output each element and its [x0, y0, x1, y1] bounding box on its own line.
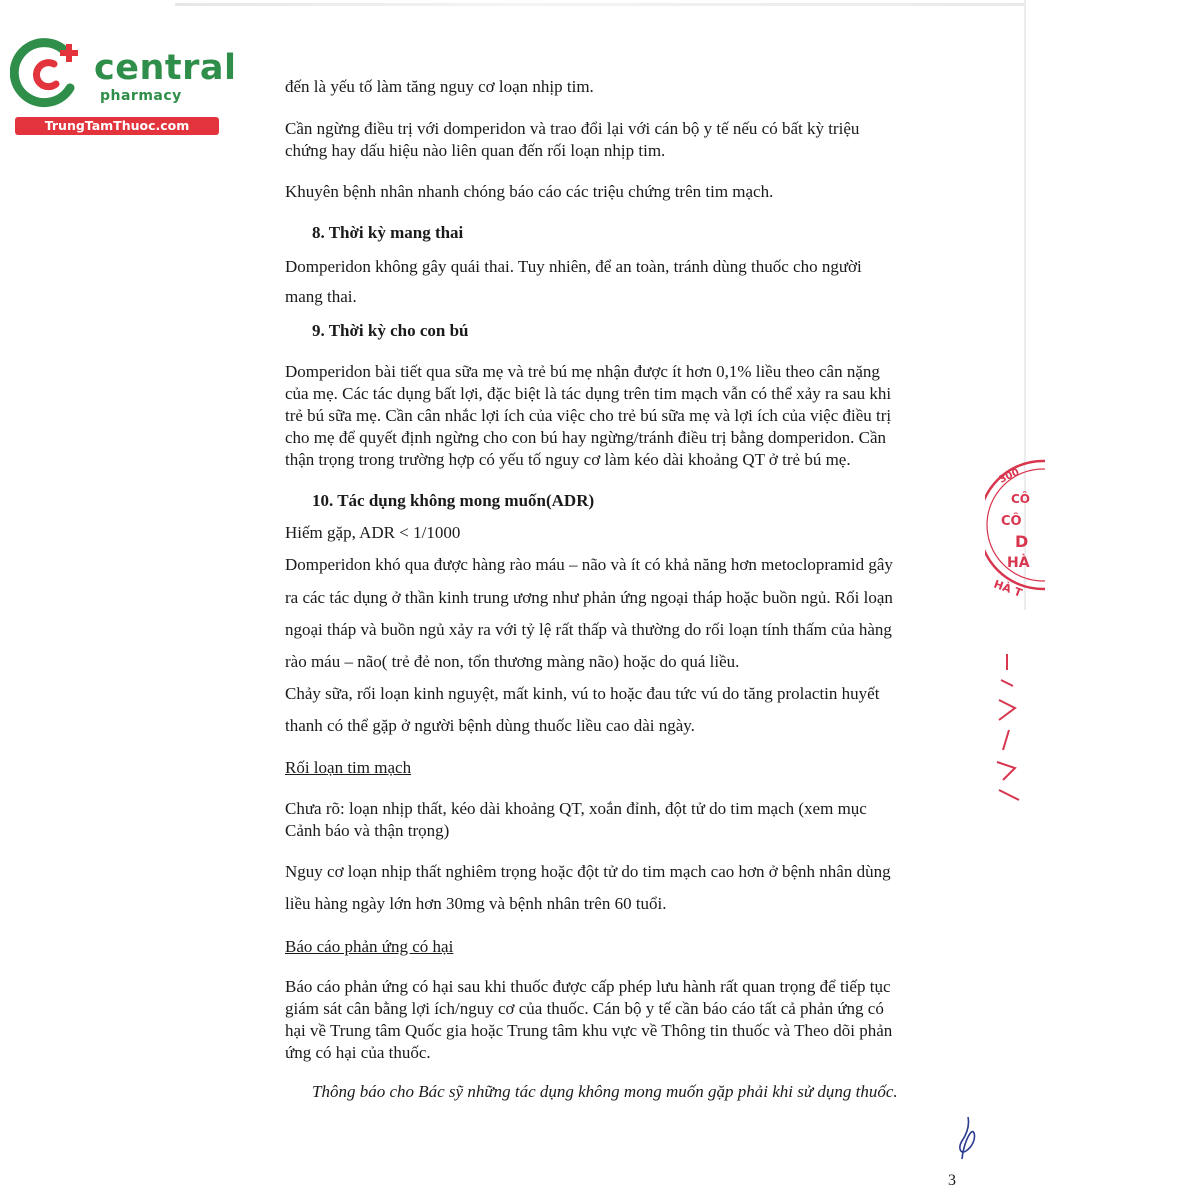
subsection-heading-cardiac: Rối loạn tim mạch	[285, 758, 412, 777]
signature-icon	[950, 1115, 984, 1163]
central-pharmacy-logo[interactable]	[10, 38, 237, 138]
svg-text:CÔ: CÔ	[1001, 514, 1022, 529]
stamp-mark-icon	[985, 650, 1025, 805]
text-line: Domperidon bài tiết qua sữa mẹ và trẻ bú mẹ nhận được ít hơn 0,1% liều theo cân nặng	[285, 362, 880, 381]
official-stamp	[985, 455, 1045, 615]
closing-note: Thông báo cho Bác sỹ những tác dụng không mong muốn gặp phải khi sử dụng thuốc.	[312, 1082, 898, 1101]
logo-subtitle: pharmacy	[100, 88, 182, 104]
text-line: Nguy cơ loạn nhịp thất nghiêm trọng hoặc đột tử do tim mạch cao hơn ở bệnh nhân dùng	[285, 862, 891, 881]
text-line: Báo cáo phản ứng có hại sau khi thuốc được cấp phép lưu hành rất quan trọng để tiếp tục	[285, 977, 891, 996]
logo-website-link[interactable]: TrungTamThuoc.com	[15, 117, 219, 135]
page-number: 3	[948, 1172, 956, 1189]
text-line: hại về Trung tâm Quốc gia hoặc Trung tâm khu vực về Thông tin thuốc và Theo dõi phản	[285, 1021, 893, 1040]
text-line: liều hàng ngày lớn hơn 30mg và bệnh nhân trên 60 tuổi.	[285, 894, 667, 913]
section-heading-8: 8. Thời kỳ mang thai	[312, 223, 464, 242]
svg-text:HÀ: HÀ	[1007, 555, 1030, 571]
text-line: Cần ngừng điều trị với domperidon và trao đổi lại với cán bộ y tế nếu có bất kỳ triệu	[285, 119, 860, 138]
svg-text:HÀ T: HÀ T	[991, 577, 1024, 600]
text-line: Khuyên bệnh nhân nhanh chóng báo cáo các triệu chứng trên tim mạch.	[285, 182, 774, 201]
text-line: thận trọng trong trường hợp có yếu tố nguy cơ làm kéo dài khoảng QT ở trẻ bú mẹ.	[285, 450, 851, 469]
text-line: Hiếm gặp, ADR < 1/1000	[285, 523, 461, 542]
section-heading-10: 10. Tác dụng không mong muốn(ADR)	[312, 491, 595, 510]
logo-brand-name: central	[94, 48, 237, 88]
pharmacy-cross-logo-icon	[10, 38, 90, 110]
text-line: ra các tác dụng ở thần kinh trung ương như phản ứng ngoại tháp hoặc buồn ngủ. Rối loạn	[285, 588, 893, 607]
text-line: ngoại tháp và buồn ngủ xảy ra với tỷ lệ rất thấp và thường do rối loạn tính thấm của hàng	[285, 620, 892, 639]
text-line: cho mẹ để quyết định ngừng cho con bú hay ngừng/tránh điều trị bằng domperidon. Cần	[285, 428, 887, 447]
svg-text:CÔ: CÔ	[1011, 492, 1031, 506]
subsection-heading-adr-report: Báo cáo phản ứng có hại	[285, 937, 454, 956]
text-line: rào máu – não( trẻ đẻ non, tổn thương màng não) hoặc do quá liều.	[285, 652, 740, 671]
text-line: chứng hay dấu hiệu nào liên quan đến rối loạn nhịp tim.	[285, 141, 666, 160]
text-line: của mẹ. Các tác dụng bất lợi, đặc biệt là tác dụng trên tim mạch vẫn có thể xảy ra sau khi	[285, 384, 892, 403]
stamp-seal-icon	[985, 455, 1045, 615]
text-line: Chưa rõ: loạn nhịp thất, kéo dài khoảng QT, xoắn đỉnh, đột tử do tim mạch (xem mục	[285, 799, 867, 818]
text-line: ứng có hại của thuốc.	[285, 1043, 431, 1062]
scan-edge-top	[175, 3, 1025, 6]
text-line: thanh có thể gặp ở người bệnh dùng thuốc liều cao dài ngày.	[285, 716, 695, 735]
text-line: Domperidon không gây quái thai. Tuy nhiên, để an toàn, tránh dùng thuốc cho người	[285, 257, 862, 276]
text-line: trẻ bú sữa mẹ. Cần cân nhắc lợi ích của việc cho trẻ bú sữa mẹ và lợi ích của việc điều trị	[285, 406, 892, 425]
text-line: Cảnh báo và thận trọng)	[285, 821, 450, 840]
text-line: mang thai.	[285, 287, 357, 306]
text-line: đến là yếu tố làm tăng nguy cơ loạn nhịp tim.	[285, 77, 594, 96]
text-line: giám sát cân bằng lợi ích/nguy cơ của thuốc. Cán bộ y tế cần báo cáo tất cả phản ứng có	[285, 999, 884, 1018]
section-heading-9: 9. Thời kỳ cho con bú	[312, 321, 469, 340]
svg-text:300: 300	[997, 466, 1022, 486]
text-line: Chảy sữa, rối loạn kinh nguyệt, mất kinh, vú to hoặc đau tức vú do tăng prolactin huyết	[285, 684, 880, 703]
text-line: Domperidon khó qua được hàng rào máu – não và ít có khả năng hơn metoclopramid gây	[285, 555, 893, 574]
svg-text:D: D	[1015, 532, 1029, 551]
